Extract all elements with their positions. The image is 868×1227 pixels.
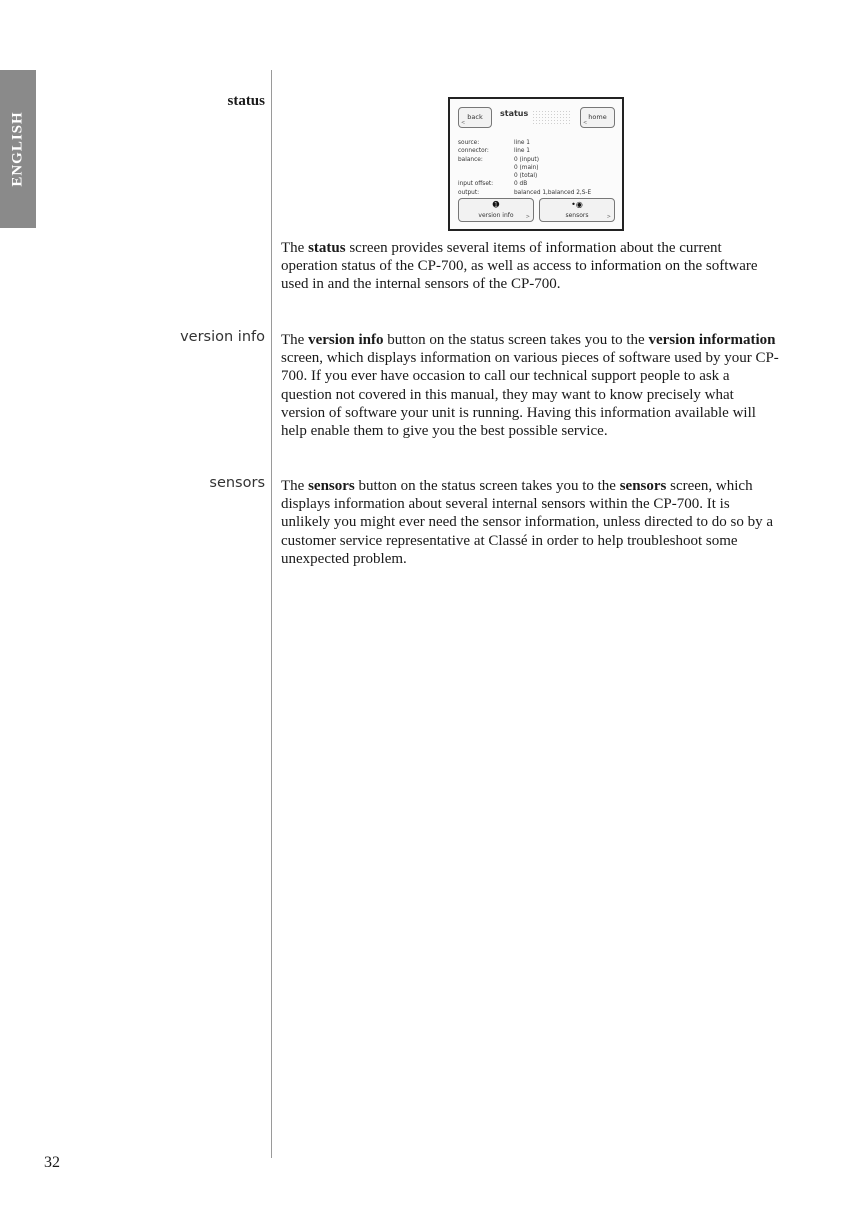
screen-row: 0 (main) [514,164,539,171]
screen-row: input offset: 0 dB [458,181,528,188]
info-icon: ➊ [492,200,500,209]
sensors-paragraph: The sensors button on the status screen takes you to the sensors screen, which displays information about several internal sensors within the CP-700. It is unlikely you might ever need the sensor information, unless directed to do so by a customer service representative at Classé in order to help troubleshoot some unexpected problem. [281,478,773,567]
version-info-arrow-icon: > [525,214,530,220]
screen-pattern [532,110,572,124]
back-arrow-icon: < [461,120,466,126]
screen-sensors-button [539,198,615,222]
screen-home-button [580,107,615,128]
section-label-sensors: sensors [209,475,265,491]
screen-title: status [500,109,529,118]
screen-row: 0 (total) [514,173,538,180]
page-number: 32 [44,1154,60,1171]
language-tab [0,70,36,228]
screen-status-list [458,139,591,197]
screen-back-button [458,107,492,128]
screen-back-label: back [467,113,483,121]
status-paragraph: The status screen provides several items of information about the current operation status of the CP-700, as well as access to information on the software used in and the internal sensors of the CP-700. [281,240,758,293]
screen-sensors-label: sensors [565,212,589,219]
screen-row: connector: line 1 [458,148,530,155]
home-arrow-icon: < [583,120,588,126]
screen-home-label: home [588,113,607,121]
screen-row: output: balanced 1,balanced 2,S-E [458,189,592,196]
screen-row: source: line 1 [458,140,530,146]
column-rule [271,70,272,1158]
section-label-version-info: version info [180,329,265,345]
screen-row: balance: 0 (input) [458,156,539,163]
version-info-paragraph: The version info button on the status screen takes you to the version information screen, which displays information on various pieces of software used by your CP-700. If you ever have occasion to call our technical support people to ask a question not covered in this manual, they may want to know precisely what version of software your unit is running. Having this information available will help enable them to give you the best possible service. [281,332,779,440]
status-screen-illustration [448,97,624,231]
screen-version-info-button [458,198,534,222]
sensor-icon: •◉ [571,200,583,209]
language-label: ENGLISH [9,111,26,187]
section-label-status: status [227,93,265,109]
screen-version-info-label: version info [478,212,514,219]
sensors-arrow-icon: > [606,214,611,220]
